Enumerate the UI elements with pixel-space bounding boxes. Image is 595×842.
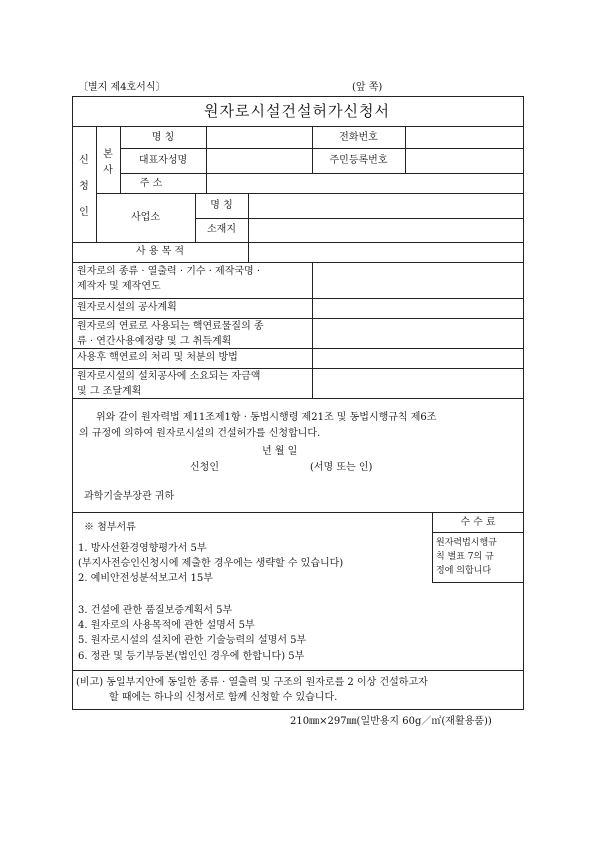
applicant-sign-label: 신청인 bbox=[190, 462, 219, 473]
attachment-4: 4. 원자로의 사용목적에 관한 설명서 5부 bbox=[78, 620, 255, 631]
item-fuel-material bbox=[77, 321, 264, 348]
head-office-char-1: 본 bbox=[103, 149, 113, 160]
applicant-section-label bbox=[76, 148, 92, 226]
recipient: 과학기술부장관 귀하 bbox=[84, 491, 175, 502]
site-location-label: 소재지 bbox=[207, 224, 236, 235]
paper-spec: 210㎜×297㎜(일반용지 60g／㎡(재활용품)) bbox=[290, 716, 492, 727]
address-label: 주 소 bbox=[139, 178, 163, 189]
attachments-title: ※ 첨부서류 bbox=[84, 522, 136, 533]
fee-text bbox=[436, 538, 497, 577]
declaration-date: 년 월 일 bbox=[262, 446, 298, 457]
purpose-label: 사 용 목 적 bbox=[135, 246, 185, 257]
head-office-char-2: 사 bbox=[103, 165, 113, 176]
item-fuel-material-line1: 원자로의 연료로 사용되는 핵연료물질의 종 bbox=[77, 321, 264, 332]
attachment-5: 5. 원자로시설의 설치에 관한 기술능력의 설명서 5부 bbox=[78, 635, 307, 646]
signature-label: (서명 또는 인) bbox=[310, 462, 373, 473]
item-funding bbox=[77, 371, 260, 398]
declaration-line1: 위와 같이 원자력법 제11조제1항 · 동법시행령 제21조 및 동법시행규칙 제6조 bbox=[96, 412, 437, 423]
item-spent-fuel: 사용후 핵연료의 처리 및 처분의 방법 bbox=[77, 352, 238, 363]
item-reactor-type-line2: 제작자 및 제작연도 bbox=[77, 281, 161, 292]
item-reactor-type-line1: 원자로의 종류 · 열출력 · 기수 · 제작국명 · bbox=[77, 266, 261, 277]
fee-text-line2: 칙 별표 7의 규 bbox=[436, 552, 494, 562]
note-line2: 할 때에는 하나의 신청서로 함께 신청할 수 있습니다. bbox=[109, 692, 338, 703]
attachment-3: 3. 건설에 관한 품질보증계획서 5부 bbox=[78, 605, 233, 616]
item-funding-line2: 및 그 조달계획 bbox=[77, 386, 142, 397]
phone-label: 전화번호 bbox=[339, 132, 378, 143]
site-name-label: 명 칭 bbox=[210, 200, 233, 211]
fee-title: 수 수 료 bbox=[460, 517, 496, 528]
item-construction-plan: 원자로시설의 공사계획 bbox=[77, 302, 177, 313]
form-title: 원자로시설건설허가신청서 bbox=[204, 102, 390, 120]
item-reactor-type bbox=[77, 266, 260, 293]
attachment-6: 6. 정관 및 등기부등본(법인인 경우에 한합니다) 5부 bbox=[78, 651, 305, 662]
attachment-1-note: (부지사전승인신청시에 제출한 경우에는 생략할 수 있습니다) bbox=[78, 558, 344, 569]
resident-number-label: 주민등록번호 bbox=[329, 155, 388, 166]
declaration-line2: 의 규정에 의하여 원자로시설의 건설허가를 신청합니다. bbox=[79, 428, 321, 439]
applicant-char-3: 인 bbox=[79, 207, 89, 218]
applicant-char-2: 청 bbox=[79, 181, 89, 192]
site-label: 사업소 bbox=[131, 212, 160, 223]
page-side-label: (앞 쪽) bbox=[352, 82, 383, 93]
fee-text-line3: 정에 의합니다 bbox=[436, 566, 492, 576]
name-label: 명 칭 bbox=[151, 132, 175, 143]
head-office-label bbox=[100, 147, 116, 179]
attachment-1: 1. 방사선환경영향평가서 5부 bbox=[78, 543, 207, 554]
item-fuel-material-line2: 류 · 연간사용예정량 및 그 취득계획 bbox=[77, 336, 232, 347]
item-funding-line1: 원자로시설의 설치공사에 소요되는 자금액 bbox=[77, 371, 261, 382]
fee-text-line1: 원자력법시행규 bbox=[436, 538, 497, 548]
attachment-2: 2. 예비안전성분석보고서 15부 bbox=[78, 573, 213, 584]
note-line1: (비고) 동일부지안에 동일한 종류 · 열출력 및 구조의 원자로를 2 이상 건설하고자 bbox=[76, 677, 428, 688]
representative-label: 대표자성명 bbox=[138, 155, 188, 166]
form-label: 〔별지 제4호서식〕 bbox=[78, 82, 166, 93]
applicant-char-1: 신 bbox=[79, 155, 89, 166]
